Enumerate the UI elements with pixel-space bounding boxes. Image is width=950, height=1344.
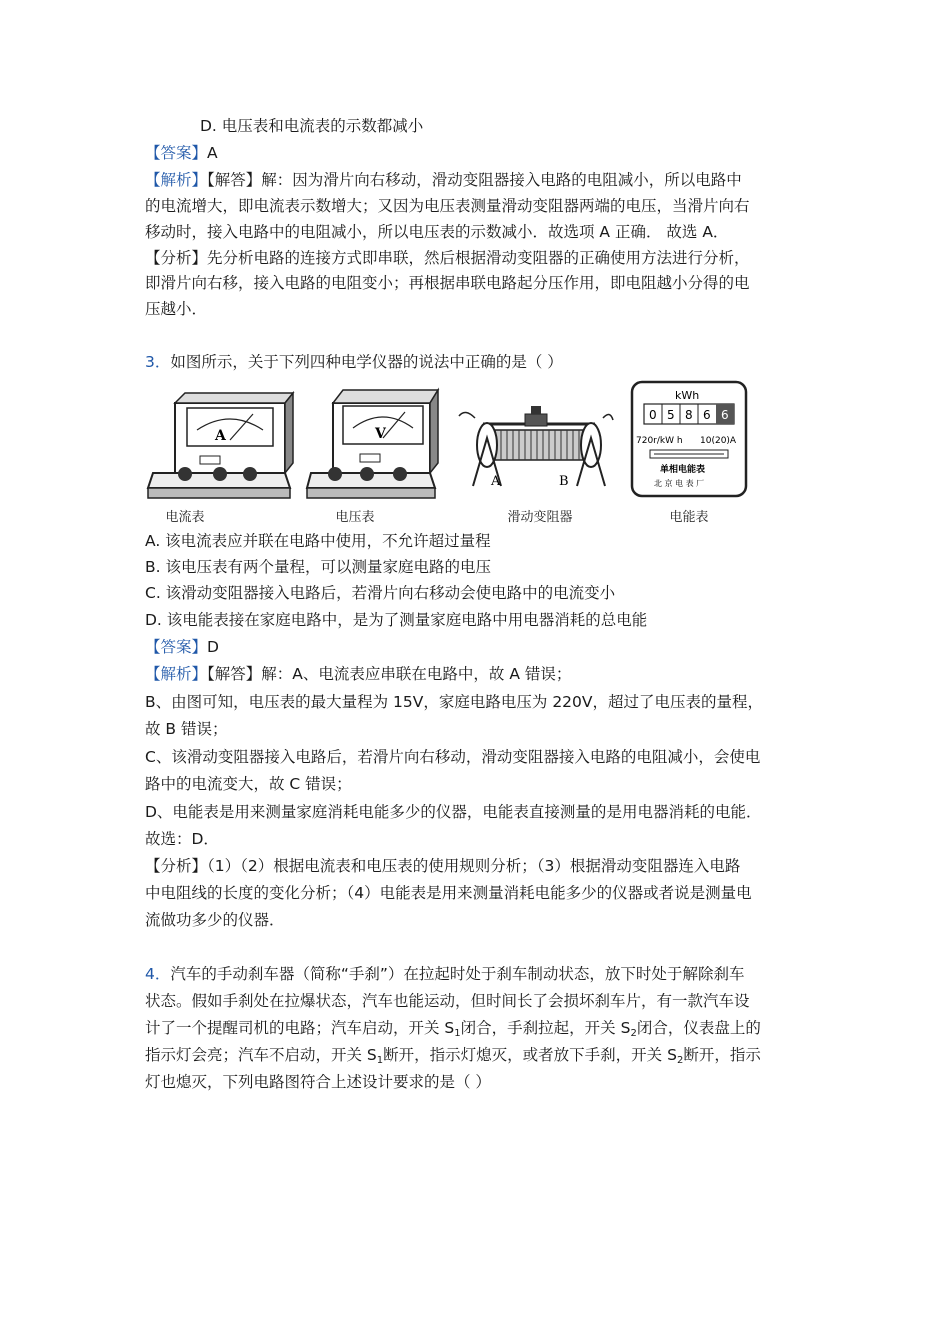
meter-digit: 8: [685, 408, 693, 422]
q3-stem: [145, 349, 810, 375]
energy-meter-figure: [630, 380, 748, 498]
terminal-a-label: A: [491, 474, 501, 489]
q4-text: 闭合，手刹拉起，开关 S: [460, 1019, 631, 1037]
meter-digit: 6: [703, 408, 711, 422]
solution-tag: 【解答】: [207, 171, 262, 189]
q3-fenxi-line: [145, 853, 810, 879]
question-text: 汽车的手动刹车器（简称“手刹”）在拉起时处于刹车制动状态，放下时处于解除刹车: [170, 965, 745, 983]
terminal-b-label: B: [559, 474, 569, 489]
answer-value: D: [207, 638, 219, 656]
analysis-text: 解：A、电流表应串联在电路中，故 A 错误；: [261, 665, 572, 683]
q4-line: [145, 961, 810, 987]
answer-tag: 【答案】: [145, 144, 208, 162]
q3-analysis-line: B、由图可知，电压表的最大量程为 15V，家庭电路电压为 220V，超过了电压表的量程，: [145, 693, 764, 711]
q4-line: [145, 1042, 810, 1068]
meter-name: 单相电能表: [660, 465, 706, 475]
meter-spec-right: 10(20)A: [700, 436, 737, 446]
q3-option-d: D. 该电能表接在家庭电路中，是为了测量家庭电路中用电器消耗的总电能: [145, 611, 648, 629]
subscript: 2: [630, 1028, 637, 1039]
q4-line: [145, 1015, 810, 1041]
analysis-tag: 【解析】: [145, 171, 208, 189]
q4-text: 断开，指示: [683, 1046, 761, 1064]
voltmeter-figure: [305, 378, 445, 503]
q3-fenxi-line: 中电阻线的长度的变化分析；（4）电能表是用来测量消耗电能多少的仪器或者说是测量电: [145, 884, 752, 902]
prev-analysis-line: 的电流增大，即电流表示数增大；又因为电压表测量滑动变阻器两端的电压，当滑片向右: [145, 197, 750, 215]
question-number: 4．: [145, 965, 171, 983]
voltmeter-symbol: V: [375, 426, 386, 442]
q4-line: 状态。假如手刹处在拉爆状态，汽车也能运动，但时间长了会损坏刹车片，有一款汽车设: [145, 992, 750, 1010]
q3-option-a: A. 该电流表应并联在电路中使用，不允许超过量程: [145, 532, 491, 550]
q4-text: 计了一个提醒司机的电路；汽车启动，开关 S: [145, 1019, 455, 1037]
prev-answer: [145, 140, 810, 166]
voltmeter-drawing: [305, 378, 445, 503]
q4-text: 闭合，仪表盘上的: [636, 1019, 761, 1037]
q3-fenxi-line: 流做功多少的仪器．: [145, 911, 285, 929]
q3-analysis-line: 故选：D．: [145, 830, 219, 848]
q3-analysis-line: 故 B 错误；: [145, 720, 228, 738]
prev-analysis-line: [145, 167, 810, 193]
fenxi-text: （1）（2）根据电流表和电压表的使用规则分析；（3）根据滑动变阻器连入电路: [207, 857, 741, 875]
meter-digit: 0: [649, 408, 657, 422]
ammeter-drawing: [145, 378, 295, 503]
q3-analysis-line: D、电能表是用来测量家庭消耗电能多少的仪器，电能表直接测量的是用电器消耗的电能．: [145, 803, 762, 821]
caption-energy-meter: 电能表: [669, 510, 709, 525]
subscript: 2: [676, 1055, 684, 1066]
meter-digit: 5: [667, 408, 675, 422]
meter-spec-left: 720r/kW h: [636, 436, 683, 446]
question-text: 如图所示，关于下列四种电学仪器的说法中正确的是（ ）: [170, 353, 563, 371]
meter-digit: 6: [721, 408, 729, 422]
solution-tag: 【解答】: [207, 665, 262, 683]
q3-figures: [145, 378, 805, 528]
fenxi-tag: 【分析】: [145, 249, 208, 267]
subscript: 1: [454, 1028, 461, 1039]
ammeter-figure: [145, 378, 295, 503]
analysis-tag: 【解析】: [145, 665, 208, 683]
prev-option-d: D. 电压表和电流表的示数都减小: [200, 117, 424, 135]
q4-line: 灯也熄灭，下列电路图符合上述设计要求的是（ ）: [145, 1073, 491, 1091]
question-number: 3．: [145, 353, 171, 371]
subscript: 1: [376, 1055, 384, 1066]
meter-maker: 北 京 电 表 厂: [654, 479, 705, 488]
prev-fenxi-line: 即滑片向右移，接入电路的电阻变小；再根据串联电路起分压作用，即电阻越小分得的电: [145, 274, 750, 292]
q3-analysis-line: 路中的电流变大，故 C 错误；: [145, 775, 352, 793]
q4-text: 断开，指示灯熄灭，或者放下手刹，开关 S: [383, 1046, 677, 1064]
energy-meter-drawing: [630, 380, 748, 498]
rheostat-drawing: [455, 378, 615, 503]
answer-value: A: [207, 144, 218, 162]
q3-analysis-line: [145, 661, 810, 687]
ammeter-symbol: A: [215, 428, 226, 444]
q4-text: 指示灯会亮；汽车不启动，开关 S: [145, 1046, 377, 1064]
caption-rheostat: 滑动变阻器: [507, 510, 573, 525]
answer-tag: 【答案】: [145, 638, 208, 656]
prev-fenxi-line: 压越小．: [145, 300, 208, 318]
meter-unit: kWh: [675, 389, 700, 402]
caption-ammeter: 电流表: [165, 510, 205, 525]
fenxi-tag: 【分析】: [145, 857, 208, 875]
prev-fenxi-line: [145, 245, 810, 271]
prev-analysis-line: 移动时，接入电路中的电阻减小，所以电压表的示数减小．故选项 A 正确． 故选 A．: [145, 223, 729, 241]
q3-option-c: C. 该滑动变阻器接入电路后，若滑片向右移动会使电路中的电流变小: [145, 584, 616, 602]
fenxi-text: 先分析电路的连接方式即串联，然后根据滑动变阻器的正确使用方法进行分析，: [207, 249, 750, 267]
rheostat-figure: [455, 378, 615, 503]
q3-analysis-line: C、该滑动变阻器接入电路后，若滑片向右移动，滑动变阻器接入电路的电阻减小，会使电: [145, 748, 761, 766]
q3-option-b: B. 该电压表有两个量程，可以测量家庭电路的电压: [145, 558, 491, 576]
analysis-text: 解：因为滑片向右移动，滑动变阻器接入电路的电阻减小，所以电路中: [261, 171, 742, 189]
q3-answer: [145, 634, 810, 660]
caption-voltmeter: 电压表: [335, 510, 375, 525]
